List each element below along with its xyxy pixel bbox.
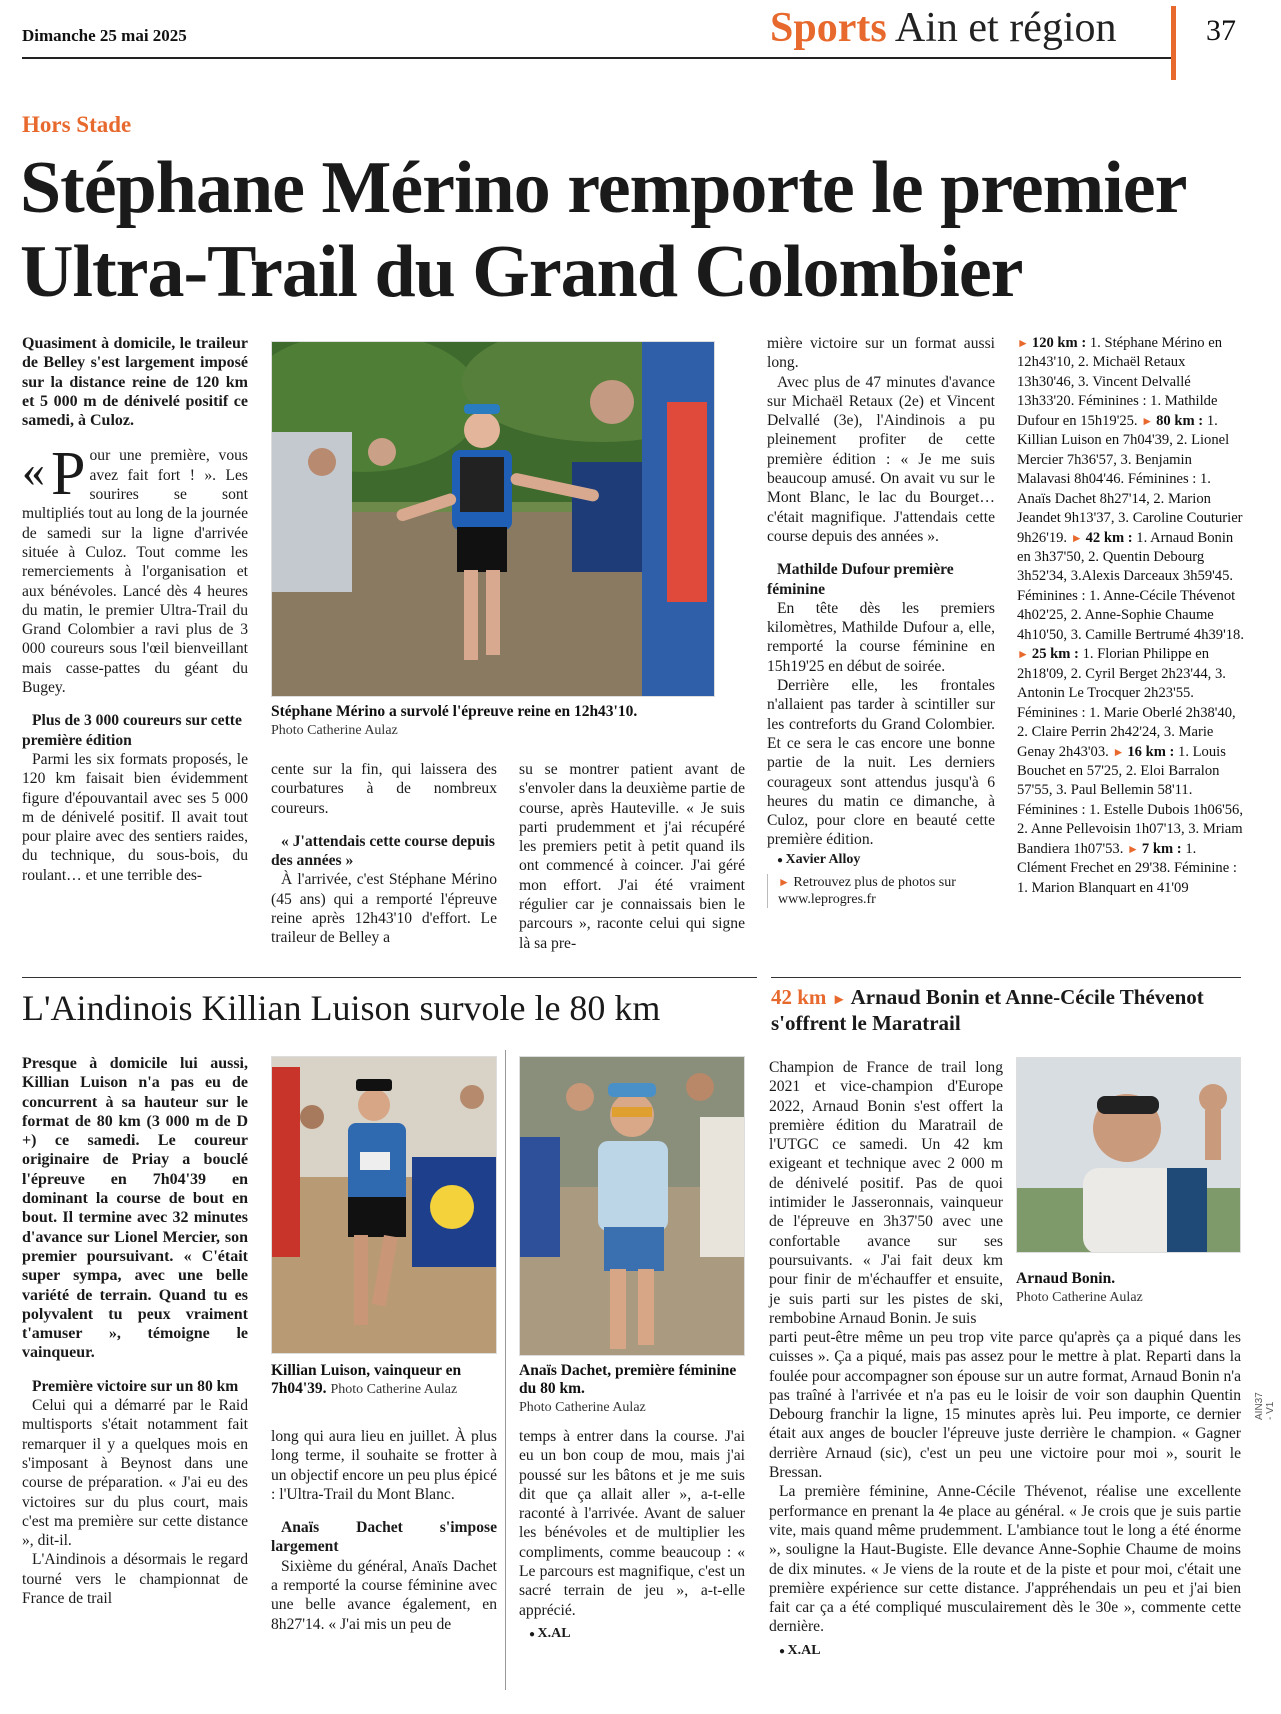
results-distance: 42 km : [1085, 529, 1137, 546]
article1-sub1: Plus de 3 000 coureurs sur cette première édition [22, 712, 242, 749]
results-bullet-icon: ► [1127, 841, 1142, 856]
section-region: Ain et région [894, 5, 1117, 51]
results-text: 1. Stéphane Mérino en 12h43'10, 2. Michaël Retaux 13h30'46, 3. Vincent Delvallé 13h33'20. Féminines : 1. Mathilde Dufour en 15h19'25. [1017, 335, 1222, 429]
section-divider-right [771, 977, 1241, 978]
results-text: 1. Arnaud Bonin en 3h37'50, 2. Quentin Debourg 3h52'34, 3.Alexis Darceaux 3h59'45. Féminines : 1. Anne-Cécile Thévenot 4h02'25, 2. Anne-Sophie Chaume 4h10'50, 3. Camille Bertrumé 4h39'18. [1017, 529, 1244, 643]
article3-signature: ● X.AL [769, 1641, 1241, 1661]
section-divider-left [22, 977, 757, 978]
section-title [770, 4, 1117, 52]
article1-sub3: Mathilde Dufour première féminine [767, 561, 954, 598]
photo2-credit: Photo Catherine Aulaz [330, 1382, 458, 1397]
article1-col2 [271, 760, 497, 948]
article1-sub2: « J'attendais cette course depuis des années » [271, 832, 495, 870]
results-distance: 120 km : [1031, 335, 1090, 351]
results-box [1017, 334, 1245, 898]
article3-p1: Champion de France de trail long 2021 et vice-champion d'Europe 2022, Arnaud Bonin s'est offert la première édition du Maratrail de l'UTGC ce samedi. Un 42 km exigeant et technique avec 2 000 m de dénivelé positif. Pas de quoi intimider le Jasseronnais, vainqueur de l'épreuve en 3h37'50 avec une confortable avance sur ses poursuivants. « J'ai fait deux km pour finir de m'échauffer et ensuite, je suis parti sur les pistes de ski, rembobine Arnaud Bonin. Je suis [769, 1059, 1003, 1327]
section-sports: Sports [770, 5, 887, 51]
results-bullet-icon: ► [1112, 744, 1128, 759]
results-bullet-icon: ► [1141, 413, 1157, 428]
photo1-caption [271, 703, 715, 740]
header-accent-bar [1171, 6, 1176, 80]
photo4-caption [1016, 1270, 1241, 1307]
article3-text [769, 1058, 1003, 1328]
article2-p4: Sixième du général, Anaïs Dachet a remporté la course féminine avec une belle avance également, en 8h27'14. « J'ai mis un peu de [271, 1557, 497, 1633]
more-photos-link[interactable]: ► Retrouvez plus de photos sur www.leprogres.fr [767, 874, 995, 908]
photo1-credit: Photo Catherine Aulaz [271, 723, 398, 738]
column-divider [505, 1050, 506, 1690]
page-code: AIN37 - V1 [1254, 1392, 1276, 1420]
article3-km: 42 km [771, 985, 827, 1009]
article1-signature: ● Xavier Alloy [767, 850, 995, 870]
article3-p1-cont: parti peut-être même un peu trop vite parce qu'après ça a piqué dans les cuisses ». Ça a piqué, mais pas assez pour le mettre à plat. Reparti dans la foulée pour accompagner son épouse sur un autre format, Arnaud Bonin n'a pas traîné à l'arrivée et n'a pas eu le loisir de voir son dauphin Quentin Debourg franchir la ligne, 15 minutes après lui. Peu importe, ce dernier était aux anges de boucler l'épreuve juste derrière le champion. « Gagner derrière Arnaud (sic), c'est un peu une victoire pour moi », sourit le Bressan. [769, 1329, 1241, 1482]
photo2-caption [271, 1362, 497, 1399]
photo4-credit: Photo Catherine Aulaz [1016, 1290, 1143, 1305]
article1-col1 [22, 334, 248, 885]
photo3-caption-text: Anaïs Dachet, première féminine du 80 km. [519, 1362, 737, 1397]
article2-headline: L'Aindinois Killian Luison survole le 80 km [22, 988, 661, 1028]
article1-p5: mière victoire sur un format aussi long. [767, 335, 995, 372]
issue-date: Dimanche 25 mai 2025 [22, 26, 187, 45]
article2-lead: Presque à domicile lui aussi, Killian Luison n'a pas eu de concurrent à sa hauteur sur le format de 80 km (3 000 m de D +) ce samedi. Le coureur originaire de Priay a bouclé l'épreuve en 7h04'39 en dominant la course de bout en bout. Il termine avec 32 minutes d'avance sur Lionel Mercier, son premier poursuivant. « C'était super sympa, avec une belle variété de terrain. Quand tu es polyvalent tu peux vraiment t'amuser », témoigne le vainqueur. [22, 1055, 248, 1362]
article2-p5: temps à entrer dans la course. J'ai eu un bon coup de mou, mais j'ai poussé sur les bâtons et je me suis dit que ça allait aller », a-t-elle raconté à l'arrivée. Avant de saluer les bénévoles et de multiplier les compliments, comme beaucoup : « Le parcours est magnifique, c'est un sacré terrain de jeu », a-t-elle apprécié. [519, 1428, 745, 1619]
results-bullet-icon: ► [1017, 647, 1032, 662]
results-distance: 16 km : [1127, 743, 1179, 760]
article2-p3: long qui aura lieu en juillet. À plus long terme, il souhaite se frotter à un objectif encore un peu plus épicé : l'Ultra-Trail du Mont Blanc. [271, 1428, 497, 1503]
results-distance: 80 km : [1156, 412, 1207, 429]
results-bullet-icon: ► [1017, 336, 1032, 350]
article1-p7: En tête dès les premiers kilomètres, Mathilde Dufour a, elle, remporté la course féminine en 15h19'25 en début de soirée. [767, 599, 995, 675]
results-text: 1. Florian Philippe en 2h18'09, 2. Cyril Berget 2h23'44, 3. Antonin Le Trocquer 2h23'55. Féminines : 1. Marie Oberlé 2h38'40, 2. Claire Perrin 2h42'24, 3. Marie Genay 2h43'03. [1017, 646, 1236, 760]
photo-stephane-merino [271, 341, 715, 697]
article1-col4 [767, 334, 995, 908]
article3-headline: 42 km ► Arnaud Bonin et Anne-Cécile Thévenot s'offrent le Maratrail [771, 985, 1204, 1035]
photo1-caption-text: Stéphane Mérino a survolé l'épreuve reine en 12h43'10. [271, 703, 638, 720]
kicker: Hors Stade [22, 112, 132, 137]
article1-p3: À l'arrivée, c'est Stéphane Mérino (45 ans) qui a remporté l'épreuve reine après 12h43'10 d'effort. Le traileur de Belley a [271, 871, 497, 947]
article3-text-wide [769, 1328, 1241, 1661]
article1-p8: Derrière elle, les frontales n'allaient pas tarder à scintiller sur les contreforts du Grand Colombier. Et ce sera le cas encore une bonne partie de la nuit. Les derniers courageux sont attendus jusqu'à 6 heures du matin ce dimanche, à Culoz, pour clore en beauté cette première édition. [767, 677, 995, 849]
photo-killian-luison [271, 1056, 497, 1354]
article2-col3 [519, 1427, 745, 1644]
article3-p2: La première féminine, Anne-Cécile Thévenot, réalise une excellente performance en prenant la 4e place au général. « Je crois que je suis partie vite, mais quand même prudemment. L'ambiance tout le long a été énorme », souligne la Haut-Bugiste. Elle devance Anne-Sophie Chaume de moins de dix minutes. « Je viens de la route et de la piste et pour moi, c'était une première expérience sur cette distance. J'appréhendais un peu et j'ai bien fait car ça a été compliqué musculairement dès le 30e », commente cette dernière. [769, 1483, 1241, 1636]
results-text: 1. Louis Bouchet en 57'25, 2. Eloi Barralon 57'55, 3. Paul Bellemin 58'11. Féminines : 1. Estelle Dubois 1h06'56, 2. Anne Pellevoisin 1h07'13, 3. Mriam Bandiera 1h07'53. [1017, 743, 1243, 857]
article1-lead: Quasiment à domicile, le traileur de Belley s'est largement imposé sur la distance reine de 120 km et 5 000 m de dénivelé positif ce samedi, à Culoz. [22, 335, 248, 430]
results-bullet-icon: ► [1070, 530, 1086, 545]
header-rule [22, 57, 1172, 59]
article1-p6: Avec plus de 47 minutes d'avance sur Michaël Retaux (2e) et Vincent Delvallé (3e), l'Aindinois a pu pleinement profiter de cette première édition : « Je me suis beaucoup amusé. On avait vu sur le Mont Blanc, le lac du Bourget… c'était magnifique. J'attendais cette course depuis des années ». [767, 373, 995, 545]
article2-p1: Celui qui a démarré par le Raid multisports s'était notamment fait remarquer il y a quelques mois en s'imposant à Beynost dans une course de préparation. « J'ai eu des victoires sur du plus court, mais c'est ma première sur cette distance », dit-il. [22, 1397, 248, 1550]
article1-p2b: cente sur la fin, qui laissera des courbatures à de nombreux coureurs. [271, 761, 497, 817]
main-headline: Stéphane Mérino remporte le premier Ultra-Trail du Grand Colombier [20, 147, 1186, 313]
results-text: 1. Clément Frechet en 29'38. Féminine : 1. Marion Blanquart en 41'09 [1017, 840, 1237, 896]
article2-p2: L'Aindinois a désormais le regard tourné vers le championnat de France de trail [22, 1551, 248, 1608]
results-distance: 7 km : [1141, 840, 1186, 857]
photo4-caption-text: Arnaud Bonin. [1016, 1270, 1116, 1287]
article1-col3 [519, 760, 745, 953]
article2-sub2: Anaïs Dachet s'impose largement [271, 1519, 497, 1556]
killian-photo-illustration [272, 1057, 497, 1354]
photo3-credit: Photo Catherine Aulaz [519, 1400, 646, 1415]
article1-p4: su se montrer patient avant de s'envoler dans la deuxième partie de course, après Hauteville. « Je suis parti prudemment et j'ai récupéré les premiers petit à petit quand ils ont commencé à coincer. J'ai géré mon effort. J'ai été vraiment régulier car je connaissais bien le parcours », raconte celui qui signe là sa pre- [519, 761, 745, 952]
photo-anais-dachet [519, 1056, 745, 1356]
photo3-caption [519, 1362, 745, 1417]
results-distance: 25 km : [1031, 646, 1083, 663]
photo2-caption-text: Killian Luison, vainqueur en 7h04'39. [271, 1362, 462, 1397]
article2-col1 [22, 1054, 248, 1608]
article2-col2 [271, 1427, 497, 1634]
results-text: 1. Killian Luison en 7h04'39, 2. Lionel Mercier 7h36'57, 3. Benjamin Malavasi 8h04'46. Féminines : 1. Anaïs Dachet 8h27'14, 2. Marion Jeandet 9h13'37, 3. Caroline Couturier 9h26'19. [1017, 412, 1243, 546]
article1-p1: « P our une première, vous avez fait fort ! ». Les sourires se sont multipliés tout au long de la journée de samedi sur la ligne d'arrivée située à Culoz. Tout comme les remerciements à l'organisation et aux bénévoles. Lancé dès 4 heures du matin, le premier Ultra-Trail du Grand Colombier a ravi plus de 3 000 coureurs sous l'œil bienveillant mais casse-pattes du géant du Bugey. [22, 440, 248, 697]
article2-signature: ● X.AL [519, 1624, 745, 1644]
anais-photo-illustration [520, 1057, 745, 1356]
article1-p2: Parmi les six formats proposés, le 120 km faisait bien évidemment figure d'épouvantail avec ses 5 000 m de dénivelé positif. Il avait tout pour plaire avec des sentiers raides, du technique, du sous-bois, du roulant… et une terrible des- [22, 750, 248, 884]
runner-photo-illustration [272, 342, 715, 697]
arnaud-photo-illustration [1017, 1058, 1241, 1253]
article2-sub1: Première victoire sur un 80 km [32, 1377, 239, 1395]
photo-arnaud-bonin [1016, 1057, 1241, 1253]
page-number: 37 [1206, 14, 1236, 47]
